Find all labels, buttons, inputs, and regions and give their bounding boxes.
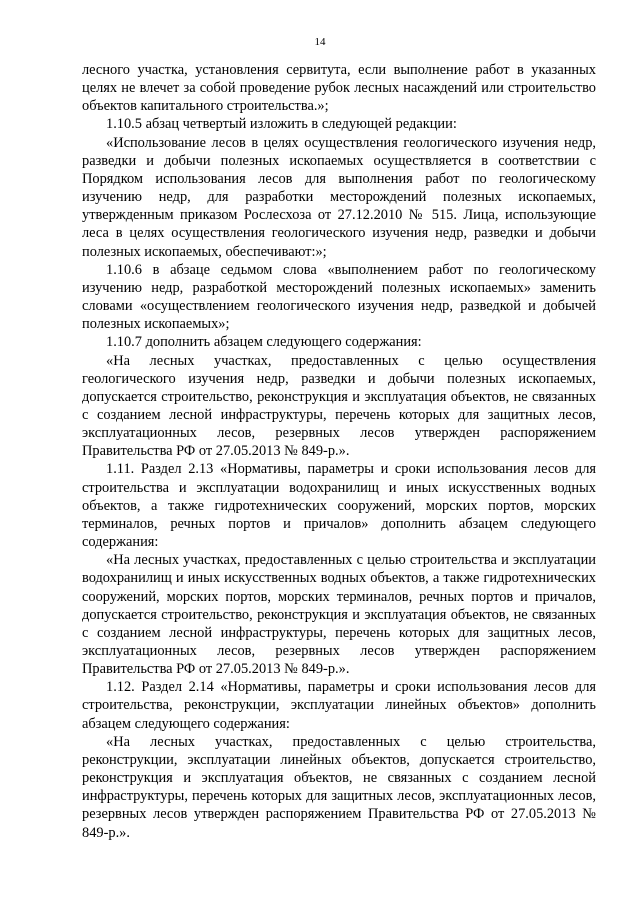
paragraph-item-1-10-5: 1.10.5 абзац четвертый изложить в следующей редакции: bbox=[106, 116, 457, 133]
paragraph-quote-geological-use: «Использование лесов в целях осуществления геологического изучения недр, разведки и добычи полезных ископаемых осуществляется в соответствии с Порядком использования лесов для выполнения работ по геологическому изучению недр, для разработки месторождений полезных ископаемых, утвержденным приказом Рослесхоза от 27.12.2010 № 515. Лица, использующие леса в целях осуществления геологического изучения недр, разведки и добычи полезных ископаемых, обеспечивают:»; bbox=[82, 134, 596, 260]
paragraph-item-1-11: 1.11. Раздел 2.13 «Нормативы, параметры и сроки использования лесов для строительства и эксплуатации водохранилищ и иных искусственных водных объектов, а также гидротехнических сооружений, морских портов, морских терминалов, речных портов и причалов» дополнить абзацем следующего содержания: bbox=[82, 461, 596, 551]
document-body bbox=[82, 61, 596, 842]
paragraph-quote-water-objects: «На лесных участках, предоставленных с целью строительства и эксплуатации водохранилищ и иных искусственных водных объектов, а также гидротехнических сооружений, морских портов, морских терминалов, речных портов и причалов, допускается строительство, реконструкция и эксплуатация объектов, не связанных с созданием лесной инфраструктуры, перечень которых для защитных лесов, эксплуатационных лесов, резервных лесов утвержден распоряжением Правительства РФ от 27.05.2013 № 849-р.». bbox=[82, 552, 596, 678]
paragraph-continuation: лесного участка, установления сервитута, если выполнение работ в указанных целях не влечет за собой проведение рубок лесных насаждений или строительство объектов капитального строительства.»; bbox=[82, 62, 596, 115]
paragraph-quote-geological-plots: «На лесных участках, предоставленных с целью осуществления геологического изучения недр, разведки и добычи полезных ископаемых, допускается строительство, реконструкция и эксплуатация объектов, не связанных с созданием лесной инфраструктуры, перечень которых для защитных лесов, эксплуатационных лесов, резервных лесов утвержден распоряжением Правительства РФ от 27.05.2013 № 849-р.». bbox=[82, 352, 596, 460]
page-number: 14 bbox=[314, 36, 326, 48]
paragraph-item-1-12: 1.12. Раздел 2.14 «Нормативы, параметры и сроки использования лесов для строительства, реконструкции, эксплуатации линейных объектов» дополнить абзацем следующего содержания: bbox=[82, 679, 596, 732]
paragraph-item-1-10-6: 1.10.6 в абзаце седьмом слова «выполнением работ по геологическому изучению недр, разработкой месторождений полезных ископаемых» заменить словами «осуществлением геологического изучения недр, разведкой и добычей полезных ископаемых»; bbox=[82, 261, 596, 333]
paragraph-quote-linear-objects: «На лесных участках, предоставленных с целью строительства, реконструкции, эксплуатации линейных объектов, допускается строительство, реконструкция и эксплуатация объектов, не связанных с созданием лесной инфраструктуры, перечень которых для защитных лесов, эксплуатационных лесов, резервных лесов утвержден распоряжением Правительства РФ от 27.05.2013 № 849-р.». bbox=[82, 733, 596, 841]
paragraph-item-1-10-7: 1.10.7 дополнить абзацем следующего содержания: bbox=[106, 334, 422, 351]
